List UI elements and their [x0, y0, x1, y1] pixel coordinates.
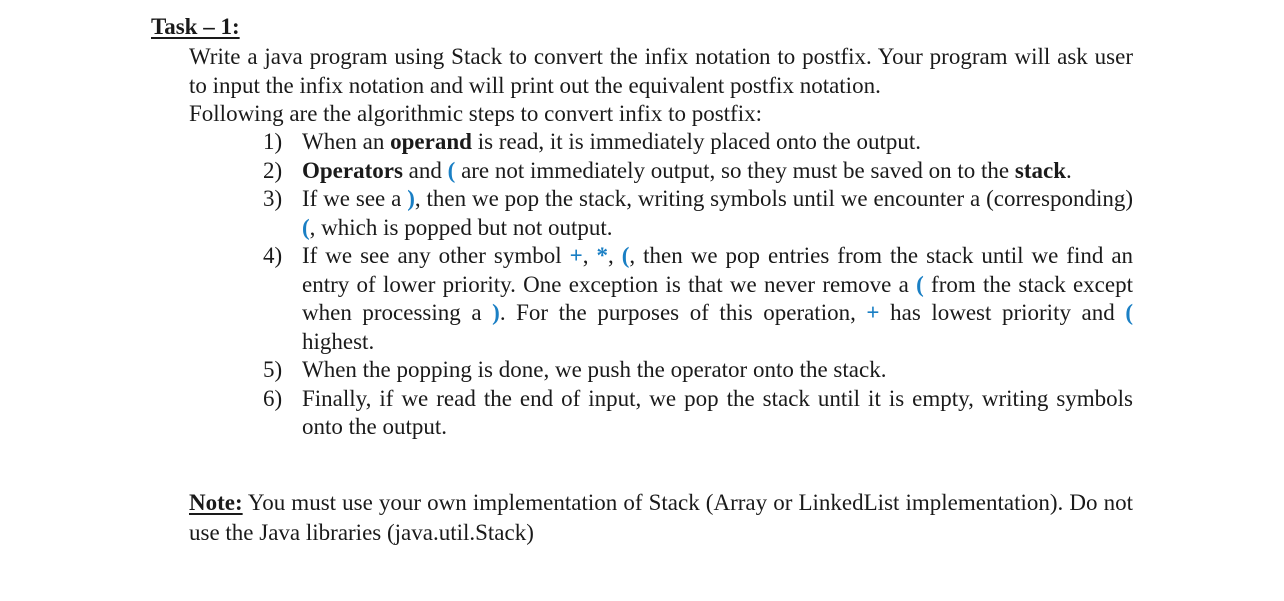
step-text: If we see a	[302, 186, 408, 211]
step-2	[263, 157, 1133, 186]
step-text: from the stack except when processing a	[302, 271, 1133, 325]
step-number: 2)	[263, 157, 283, 183]
symbol-close-paren: )	[492, 300, 500, 325]
step-text: , then we pop entries from the stack until we find an entry of lower priority. One exception is that we never remove a	[302, 243, 1134, 297]
step-5	[263, 356, 1133, 385]
step-text: highest.	[302, 328, 375, 354]
keyword-operand: operand	[390, 129, 472, 154]
keyword-operators: Operators	[302, 157, 403, 183]
step-number: 1)	[263, 129, 283, 154]
symbol-close-paren: )	[407, 186, 415, 211]
step-number: 4)	[263, 243, 283, 268]
step-text: , which is popped but not output.	[309, 214, 613, 240]
symbol-open-paren: (	[916, 271, 924, 297]
steps-intro: Following are the algorithmic steps to convert infix to postfix:	[189, 101, 762, 126]
algorithm-steps-list	[263, 128, 1133, 442]
step-6	[263, 385, 1133, 442]
step-number: 6)	[263, 385, 283, 411]
note-text: You must use your own implementation of Stack (Array or LinkedList implementation). Do not use the Java libraries (java.util.Stack)	[189, 490, 1133, 545]
symbol-open-paren: (	[447, 157, 456, 183]
step-text: If we see any other symbol	[302, 243, 570, 268]
step-3	[263, 185, 1133, 242]
step-text: is read, it is immediately placed onto the output.	[471, 129, 921, 154]
step-text: When an	[302, 129, 391, 154]
symbol-plus: +	[866, 300, 880, 325]
step-4	[263, 242, 1133, 356]
symbol-multiply: *	[596, 243, 608, 268]
task-title: Task – 1:	[151, 14, 240, 39]
symbol-plus: +	[569, 243, 583, 268]
note-label: Note:	[189, 490, 243, 515]
symbol-open-paren: (	[1125, 300, 1133, 325]
step-text: ,	[582, 243, 597, 268]
step-text: Finally, if we read the end of input, we pop the stack until it is empty, writing symbols onto the output.	[302, 385, 1133, 439]
symbol-open-paren: (	[621, 243, 630, 268]
symbol-open-paren: (	[302, 214, 310, 240]
step-number: 3)	[263, 186, 283, 211]
keyword-stack: stack	[1014, 157, 1066, 183]
step-text: and	[402, 157, 448, 183]
task-description	[189, 43, 1133, 129]
step-text: When the popping is done, we push the operator onto the stack.	[302, 357, 887, 382]
step-text: , then we pop the stack, writing symbols until we encounter a (corresponding)	[414, 186, 1133, 211]
step-text: .	[1066, 157, 1072, 183]
step-number: 5)	[263, 357, 283, 382]
step-text: has lowest priority and	[879, 300, 1126, 325]
step-text: ,	[607, 243, 622, 268]
step-text: are not immediately output, so they must be saved on to the	[455, 157, 1015, 183]
step-1	[263, 128, 1133, 157]
step-text: . For the purposes of this operation,	[499, 300, 867, 325]
intro-paragraph: Write a java program using Stack to convert the infix notation to postfix. Your program will ask user to input the infix notation and will print out the equivalent postfix notation.	[189, 44, 1133, 98]
note-paragraph	[189, 488, 1133, 548]
